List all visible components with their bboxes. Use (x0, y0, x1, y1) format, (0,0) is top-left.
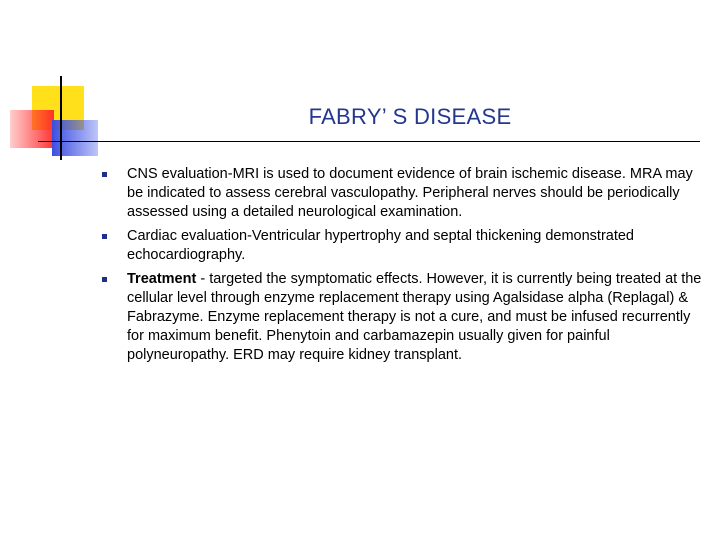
vertical-rule (60, 76, 62, 160)
bullet-text: - targeted the symptomatic effects. However, it is currently being treated at the cellular level through enzyme replacement therapy using Agalsidase alpha (Replagal) & Fabrazyme. Enzyme replacement therapy is not a cure, and must be infused recurrently for maximum benefit. Phenytoin and carbamazepin usually given for painful polyneuropathy. ERD may require kidney transplant. (127, 271, 702, 363)
square-bullet-icon (102, 172, 107, 177)
decorative-logo-block (0, 0, 110, 170)
blue-square-decoration (52, 120, 98, 156)
red-square-decoration (10, 110, 54, 148)
slide-title: FABRY’ S DISEASE (308, 104, 512, 129)
bullet-text: Cardiac evaluation-Ventricular hypertrophy and septal thickening demonstrated echocardiography. (127, 228, 634, 263)
square-bullet-icon (102, 234, 107, 239)
bullet-text: CNS evaluation-MRI is used to document evidence of brain ischemic disease. MRA may be indicated to assess cerebral vasculopathy. Peripheral nerves should be periodically assessed using a detailed neurological examination. (127, 166, 693, 220)
square-bullet-icon (102, 277, 107, 282)
bullet-list (100, 165, 705, 370)
bullet-item (100, 270, 705, 365)
bullet-item (100, 227, 705, 265)
title-underline-rule (38, 141, 700, 142)
bullet-lead-bold: Treatment (127, 271, 197, 287)
bullet-item (100, 165, 705, 222)
